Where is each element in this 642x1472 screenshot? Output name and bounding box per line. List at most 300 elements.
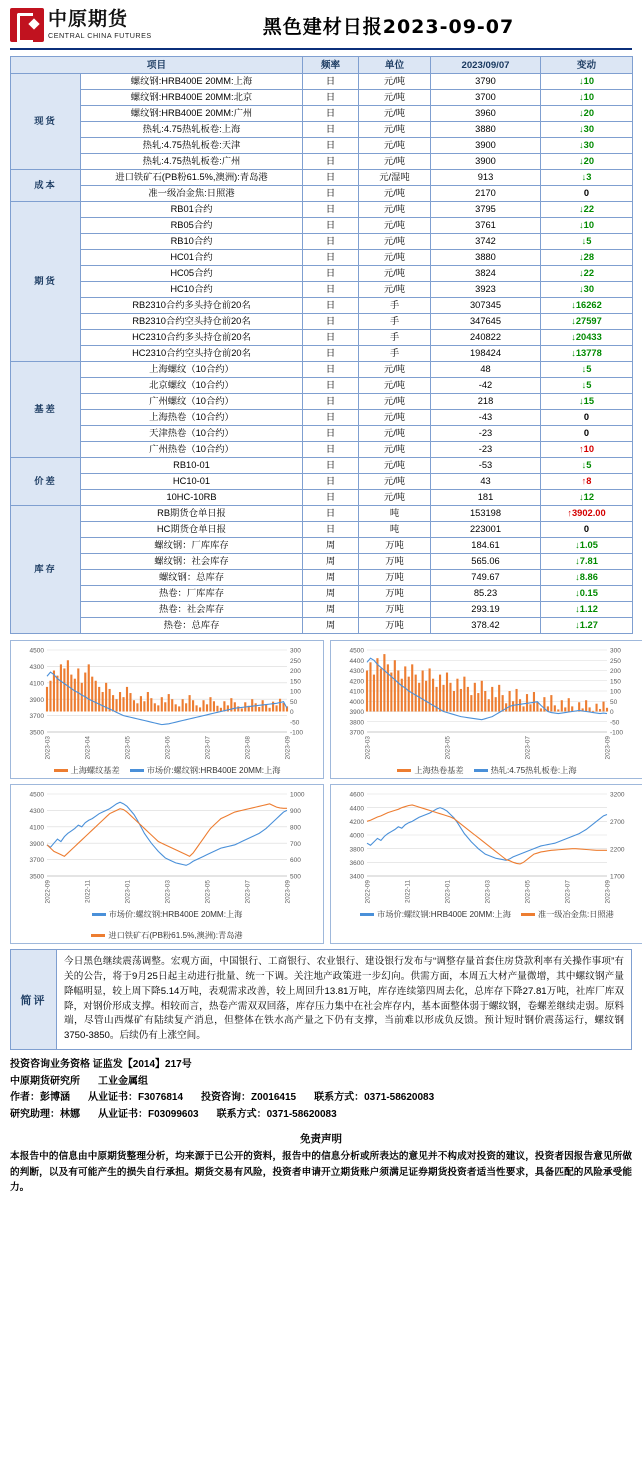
- item-name-cell: HC10合约: [81, 282, 303, 298]
- svg-text:2023-03: 2023-03: [484, 880, 492, 904]
- unit-cell: 吨: [359, 522, 431, 538]
- legend-label: 准一级冶金焦:日照港: [537, 910, 614, 919]
- change-cell: 0: [541, 426, 633, 442]
- svg-text:2023-04: 2023-04: [84, 736, 92, 760]
- chart-legend-rebar-coke: [333, 909, 641, 920]
- svg-text:4500: 4500: [349, 647, 364, 655]
- table-body: [11, 74, 633, 634]
- svg-text:250: 250: [290, 657, 301, 665]
- unit-cell: 万吨: [359, 586, 431, 602]
- item-name-cell: 热卷：总库存: [81, 618, 303, 634]
- chart-rebar-coke: [333, 788, 641, 906]
- frequency-cell: 日: [303, 282, 359, 298]
- svg-text:4100: 4100: [29, 824, 44, 832]
- svg-text:2023-05: 2023-05: [204, 880, 212, 904]
- unit-cell: 元/吨: [359, 234, 431, 250]
- svg-text:0: 0: [610, 709, 614, 717]
- department-name: 工业金属组: [98, 1075, 148, 1087]
- svg-text:4500: 4500: [29, 647, 44, 655]
- frequency-cell: 日: [303, 250, 359, 266]
- unit-cell: 元/吨: [359, 490, 431, 506]
- legend-swatch-icon: [360, 913, 374, 916]
- item-name-cell: 上海螺纹（10合约）: [81, 362, 303, 378]
- legend-item: [130, 765, 281, 776]
- item-name-cell: 热轧:4.75热轧板卷:上海: [81, 122, 303, 138]
- item-name-cell: 天津热卷（10合约）: [81, 426, 303, 442]
- legend-item: [474, 765, 577, 776]
- svg-text:2022-09: 2022-09: [364, 880, 372, 904]
- table-header-row: [11, 57, 633, 74]
- frequency-cell: 日: [303, 90, 359, 106]
- svg-text:4200: 4200: [349, 818, 364, 826]
- unit-cell: 元/吨: [359, 282, 431, 298]
- item-name-cell: RB2310合约多头持仓前20名: [81, 298, 303, 314]
- value-cell: -43: [431, 410, 541, 426]
- report-header: [10, 8, 632, 50]
- svg-text:150: 150: [610, 678, 621, 686]
- assistant-contact: 联系方式：0371-58620083: [216, 1108, 337, 1120]
- frequency-cell: 日: [303, 490, 359, 506]
- change-cell: ↓1.27: [541, 618, 633, 634]
- legend-swatch-icon: [397, 769, 411, 772]
- item-name-cell: 热卷：厂库库存: [81, 586, 303, 602]
- svg-text:4000: 4000: [349, 698, 364, 706]
- qualification-line: 投资咨询业务资格 证监发【2014】217号: [10, 1059, 192, 1071]
- item-name-cell: 广州螺纹（10合约）: [81, 394, 303, 410]
- change-cell: ↓10: [541, 218, 633, 234]
- table-row: [11, 506, 633, 522]
- author-cert: 从业证书：F3076814: [88, 1092, 184, 1104]
- svg-text:3700: 3700: [349, 729, 364, 737]
- frequency-cell: 周: [303, 570, 359, 586]
- value-cell: -53: [431, 458, 541, 474]
- legend-label: 上海热卷基差: [414, 766, 464, 775]
- item-name-cell: HC10-01: [81, 474, 303, 490]
- legend-item: [91, 930, 242, 941]
- value-cell: 198424: [431, 346, 541, 362]
- value-cell: -23: [431, 442, 541, 458]
- frequency-cell: 周: [303, 586, 359, 602]
- svg-text:3900: 3900: [29, 840, 44, 848]
- change-cell: ↓30: [541, 122, 633, 138]
- svg-text:2022-11: 2022-11: [404, 880, 412, 903]
- category-cell: 库存: [11, 506, 81, 634]
- table-row: [11, 106, 633, 122]
- svg-text:2200: 2200: [610, 846, 625, 854]
- svg-text:-100: -100: [290, 729, 304, 737]
- svg-text:200: 200: [290, 668, 301, 676]
- change-cell: ↓10: [541, 90, 633, 106]
- value-cell: 218: [431, 394, 541, 410]
- table-row: [11, 426, 633, 442]
- value-cell: 565.06: [431, 554, 541, 570]
- svg-text:2023-07: 2023-07: [564, 880, 572, 904]
- table-row: [11, 266, 633, 282]
- value-cell: 347645: [431, 314, 541, 330]
- value-cell: 3795: [431, 202, 541, 218]
- frequency-cell: 日: [303, 298, 359, 314]
- value-cell: -42: [431, 378, 541, 394]
- unit-cell: 万吨: [359, 618, 431, 634]
- item-name-cell: 热卷：社会库存: [81, 602, 303, 618]
- chart-row-1: [10, 640, 632, 779]
- unit-cell: 元/吨: [359, 442, 431, 458]
- change-cell: ↓1.12: [541, 602, 633, 618]
- table-row: [11, 218, 633, 234]
- value-cell: 3761: [431, 218, 541, 234]
- svg-text:4000: 4000: [349, 832, 364, 840]
- author-consult-cert: 投资咨询：Z0016415: [201, 1092, 297, 1104]
- item-name-cell: 10HC-10RB: [81, 490, 303, 506]
- change-cell: ↓20: [541, 106, 633, 122]
- unit-cell: 元/吨: [359, 74, 431, 90]
- market-data-table: [10, 56, 633, 634]
- value-cell: 913: [431, 170, 541, 186]
- change-cell: ↓5: [541, 234, 633, 250]
- unit-cell: 元/吨: [359, 266, 431, 282]
- change-cell: ↑3902.00: [541, 506, 633, 522]
- value-cell: 3700: [431, 90, 541, 106]
- frequency-cell: 周: [303, 538, 359, 554]
- legend-label: 市场价:螺纹钢:HRB400E 20MM:上海: [146, 766, 281, 775]
- table-row: [11, 122, 633, 138]
- unit-cell: 元/吨: [359, 378, 431, 394]
- unit-cell: 手: [359, 346, 431, 362]
- legend-swatch-icon: [92, 913, 106, 916]
- item-name-cell: HC2310合约空头持仓前20名: [81, 346, 303, 362]
- table-row: [11, 410, 633, 426]
- svg-text:2023-07: 2023-07: [204, 736, 212, 760]
- value-cell: 184.61: [431, 538, 541, 554]
- frequency-cell: 日: [303, 410, 359, 426]
- svg-text:-50: -50: [290, 719, 300, 727]
- frequency-cell: 日: [303, 218, 359, 234]
- frequency-cell: 日: [303, 186, 359, 202]
- chart-row-2: [10, 784, 632, 944]
- item-name-cell: 螺纹钢：厂库库存: [81, 538, 303, 554]
- legend-swatch-icon: [474, 769, 488, 772]
- svg-text:3700: 3700: [29, 713, 44, 721]
- change-cell: ↓16262: [541, 298, 633, 314]
- item-name-cell: 广州热卷（10合约）: [81, 442, 303, 458]
- category-cell: 现货: [11, 74, 81, 170]
- value-cell: 749.67: [431, 570, 541, 586]
- change-cell: ↓27597: [541, 314, 633, 330]
- table-row: [11, 186, 633, 202]
- svg-text:2023-06: 2023-06: [164, 736, 172, 760]
- svg-text:1000: 1000: [290, 791, 305, 799]
- change-cell: ↓30: [541, 282, 633, 298]
- change-cell: ↓15: [541, 394, 633, 410]
- category-cell: 价差: [11, 458, 81, 506]
- change-cell: ↓20: [541, 154, 633, 170]
- page-title: 黑色建材日报2023-09-07: [262, 15, 515, 38]
- svg-text:2023-09: 2023-09: [284, 736, 292, 760]
- unit-cell: 元/吨: [359, 394, 431, 410]
- disclaimer-text: 本报告中的信息由中原期货整理分析，均来源于已公开的资料，报告中的信息分析或所表达的意见并不构成对投资的建议，投资者因报告意见所做的判断，以及有可能产生的损失自行承担。期货交易有风险，投资者申请开立期货账户须满足证券期货投资者适当性要求，具备匹配的风险承受能力。: [10, 1151, 632, 1193]
- table-row: [11, 522, 633, 538]
- value-cell: 3742: [431, 234, 541, 250]
- svg-text:250: 250: [610, 657, 621, 665]
- value-cell: 3880: [431, 250, 541, 266]
- value-cell: -23: [431, 426, 541, 442]
- change-cell: ↓5: [541, 378, 633, 394]
- change-cell: ↓22: [541, 266, 633, 282]
- value-cell: 378.42: [431, 618, 541, 634]
- value-cell: 2170: [431, 186, 541, 202]
- change-cell: 0: [541, 186, 633, 202]
- item-name-cell: RB10合约: [81, 234, 303, 250]
- table-row: [11, 602, 633, 618]
- frequency-cell: 日: [303, 426, 359, 442]
- chart-legend-rebar-iron: [13, 909, 321, 941]
- unit-cell: 元/吨: [359, 186, 431, 202]
- svg-text:0: 0: [290, 709, 294, 717]
- table-row: [11, 442, 633, 458]
- svg-text:2023-03: 2023-03: [364, 736, 372, 760]
- legend-item: [360, 909, 511, 920]
- value-cell: 3790: [431, 74, 541, 90]
- table-row: [11, 346, 633, 362]
- svg-text:50: 50: [290, 698, 298, 706]
- frequency-cell: 日: [303, 474, 359, 490]
- disclaimer-title: 免责声明: [300, 1133, 342, 1146]
- brand-name-cn: 中原期货: [48, 8, 129, 31]
- svg-text:2022-11: 2022-11: [84, 880, 92, 903]
- table-row: [11, 282, 633, 298]
- svg-text:3800: 3800: [349, 719, 364, 727]
- unit-cell: 万吨: [359, 602, 431, 618]
- svg-text:600: 600: [290, 857, 301, 865]
- svg-text:4300: 4300: [29, 808, 44, 815]
- frequency-cell: 日: [303, 106, 359, 122]
- change-cell: ↓3: [541, 170, 633, 186]
- item-name-cell: RB期货仓单日报: [81, 506, 303, 522]
- author-contact: 联系方式：0371-58620083: [314, 1092, 435, 1104]
- table-row: [11, 490, 633, 506]
- unit-cell: 元/吨: [359, 458, 431, 474]
- svg-text:2023-05: 2023-05: [124, 736, 132, 760]
- frequency-cell: 日: [303, 442, 359, 458]
- svg-text:4100: 4100: [349, 688, 364, 696]
- table-row: [11, 250, 633, 266]
- logo-mark-icon: [10, 8, 44, 42]
- frequency-cell: 日: [303, 458, 359, 474]
- unit-cell: 元/吨: [359, 154, 431, 170]
- item-name-cell: HC期货仓单日报: [81, 522, 303, 538]
- table-row: [11, 586, 633, 602]
- frequency-cell: 周: [303, 602, 359, 618]
- change-cell: ↓0.15: [541, 586, 633, 602]
- unit-cell: 元/吨: [359, 218, 431, 234]
- value-cell: 307345: [431, 298, 541, 314]
- table-row: [11, 170, 633, 186]
- svg-text:-100: -100: [610, 729, 624, 737]
- change-cell: ↑10: [541, 442, 633, 458]
- category-cell: 成本: [11, 170, 81, 202]
- table-row: [11, 90, 633, 106]
- frequency-cell: 日: [303, 330, 359, 346]
- legend-label: 进口铁矿石(PB粉61.5%,澳洲):青岛港: [108, 931, 243, 940]
- change-cell: ↓1.05: [541, 538, 633, 554]
- legend-swatch-icon: [91, 934, 105, 937]
- value-cell: 3923: [431, 282, 541, 298]
- frequency-cell: 日: [303, 234, 359, 250]
- change-cell: ↓10: [541, 74, 633, 90]
- chart-card-rebar-coke: [330, 784, 642, 944]
- unit-cell: 手: [359, 314, 431, 330]
- unit-cell: 元/吨: [359, 122, 431, 138]
- svg-text:2023-07: 2023-07: [524, 736, 532, 760]
- chart-card-hotrolled-basis: [330, 640, 642, 779]
- svg-text:4400: 4400: [349, 805, 364, 813]
- frequency-cell: 日: [303, 346, 359, 362]
- item-name-cell: 热轧:4.75热轧板卷:广州: [81, 154, 303, 170]
- frequency-cell: 日: [303, 394, 359, 410]
- frequency-cell: 日: [303, 170, 359, 186]
- item-name-cell: HC2310合约多头持仓前20名: [81, 330, 303, 346]
- table-row: [11, 362, 633, 378]
- col-value: 2023/09/07: [431, 57, 541, 74]
- table-row: [11, 330, 633, 346]
- item-name-cell: 螺纹钢：社会库存: [81, 554, 303, 570]
- svg-text:300: 300: [290, 647, 301, 655]
- svg-text:2023-01: 2023-01: [444, 880, 452, 904]
- item-name-cell: 螺纹钢:HRB400E 20MM:北京: [81, 90, 303, 106]
- change-cell: ↓13778: [541, 346, 633, 362]
- svg-text:100: 100: [610, 688, 621, 696]
- svg-text:500: 500: [290, 873, 301, 881]
- svg-text:3700: 3700: [29, 857, 44, 865]
- value-cell: 85.23: [431, 586, 541, 602]
- table-row: [11, 378, 633, 394]
- col-unit: 单位: [359, 57, 431, 74]
- item-name-cell: HC01合约: [81, 250, 303, 266]
- change-cell: 0: [541, 522, 633, 538]
- frequency-cell: 周: [303, 618, 359, 634]
- value-cell: 240822: [431, 330, 541, 346]
- frequency-cell: 日: [303, 314, 359, 330]
- svg-text:4300: 4300: [29, 664, 44, 671]
- value-cell: 293.19: [431, 602, 541, 618]
- svg-text:2023-08: 2023-08: [244, 736, 252, 760]
- svg-text:2700: 2700: [610, 818, 625, 826]
- svg-text:300: 300: [610, 647, 621, 655]
- item-name-cell: RB01合约: [81, 202, 303, 218]
- change-cell: ↓7.81: [541, 554, 633, 570]
- svg-text:2023-01: 2023-01: [124, 880, 132, 904]
- svg-text:3900: 3900: [349, 709, 364, 717]
- unit-cell: 元/吨: [359, 426, 431, 442]
- svg-text:800: 800: [290, 824, 301, 832]
- table-row: [11, 554, 633, 570]
- institute-name: 中原期货研究所: [10, 1075, 80, 1087]
- comment-section: [10, 949, 632, 1050]
- assistant-cert: 从业证书：F03099603: [98, 1108, 199, 1120]
- value-cell: 48: [431, 362, 541, 378]
- col-change: 变动: [541, 57, 633, 74]
- value-cell: 3880: [431, 122, 541, 138]
- unit-cell: 手: [359, 330, 431, 346]
- table-row: [11, 314, 633, 330]
- item-name-cell: RB10-01: [81, 458, 303, 474]
- frequency-cell: 周: [303, 554, 359, 570]
- svg-text:3800: 3800: [349, 846, 364, 854]
- frequency-cell: 日: [303, 266, 359, 282]
- change-cell: ↓5: [541, 458, 633, 474]
- col-item: 项目: [11, 57, 303, 74]
- svg-text:200: 200: [610, 668, 621, 676]
- table-row: [11, 154, 633, 170]
- frequency-cell: 日: [303, 122, 359, 138]
- item-name-cell: RB2310合约空头持仓前20名: [81, 314, 303, 330]
- frequency-cell: 日: [303, 362, 359, 378]
- unit-cell: 手: [359, 298, 431, 314]
- svg-text:900: 900: [290, 808, 301, 815]
- item-name-cell: 北京螺纹（10合约）: [81, 378, 303, 394]
- item-name-cell: 准一级冶金焦:日照港: [81, 186, 303, 202]
- value-cell: 3900: [431, 138, 541, 154]
- unit-cell: 元/吨: [359, 106, 431, 122]
- value-cell: 223001: [431, 522, 541, 538]
- frequency-cell: 日: [303, 154, 359, 170]
- change-cell: ↑8: [541, 474, 633, 490]
- brand-logo: [10, 8, 185, 42]
- svg-text:700: 700: [290, 840, 301, 848]
- frequency-cell: 日: [303, 202, 359, 218]
- change-cell: 0: [541, 410, 633, 426]
- chart-legend-rebar-basis: [13, 765, 321, 776]
- unit-cell: 元/吨: [359, 90, 431, 106]
- frequency-cell: 日: [303, 506, 359, 522]
- value-cell: 153198: [431, 506, 541, 522]
- value-cell: 181: [431, 490, 541, 506]
- svg-text:2023-09: 2023-09: [604, 880, 612, 904]
- unit-cell: 万吨: [359, 554, 431, 570]
- item-name-cell: RB05合约: [81, 218, 303, 234]
- chart-rebar-basis: [13, 644, 321, 762]
- legend-swatch-icon: [130, 769, 144, 772]
- svg-text:4300: 4300: [349, 668, 364, 676]
- svg-text:3600: 3600: [349, 859, 364, 867]
- item-name-cell: 螺纹钢:HRB400E 20MM:上海: [81, 74, 303, 90]
- category-cell: 基差: [11, 362, 81, 458]
- svg-text:2023-07: 2023-07: [244, 880, 252, 904]
- table-row: [11, 394, 633, 410]
- table-row: [11, 202, 633, 218]
- unit-cell: 吨: [359, 506, 431, 522]
- unit-cell: 万吨: [359, 538, 431, 554]
- svg-text:100: 100: [290, 688, 301, 696]
- item-name-cell: 上海热卷（10合约）: [81, 410, 303, 426]
- legend-item: [54, 765, 120, 776]
- unit-cell: 元/吨: [359, 410, 431, 426]
- frequency-cell: 日: [303, 378, 359, 394]
- frequency-cell: 日: [303, 138, 359, 154]
- legend-label: 市场价:螺纹钢:HRB400E 20MM:上海: [377, 910, 511, 919]
- svg-text:150: 150: [290, 678, 301, 686]
- change-cell: ↓30: [541, 138, 633, 154]
- chart-rebar-iron: [13, 788, 321, 906]
- svg-text:3500: 3500: [29, 729, 44, 737]
- col-frequency: 频率: [303, 57, 359, 74]
- legend-item: [397, 765, 463, 776]
- assistant-name: 研究助理：林娜: [10, 1108, 80, 1120]
- author-name: 作者：彭博涵: [10, 1092, 70, 1104]
- footer-info: [10, 1057, 632, 1123]
- svg-text:4400: 4400: [349, 657, 364, 665]
- table-row: [11, 234, 633, 250]
